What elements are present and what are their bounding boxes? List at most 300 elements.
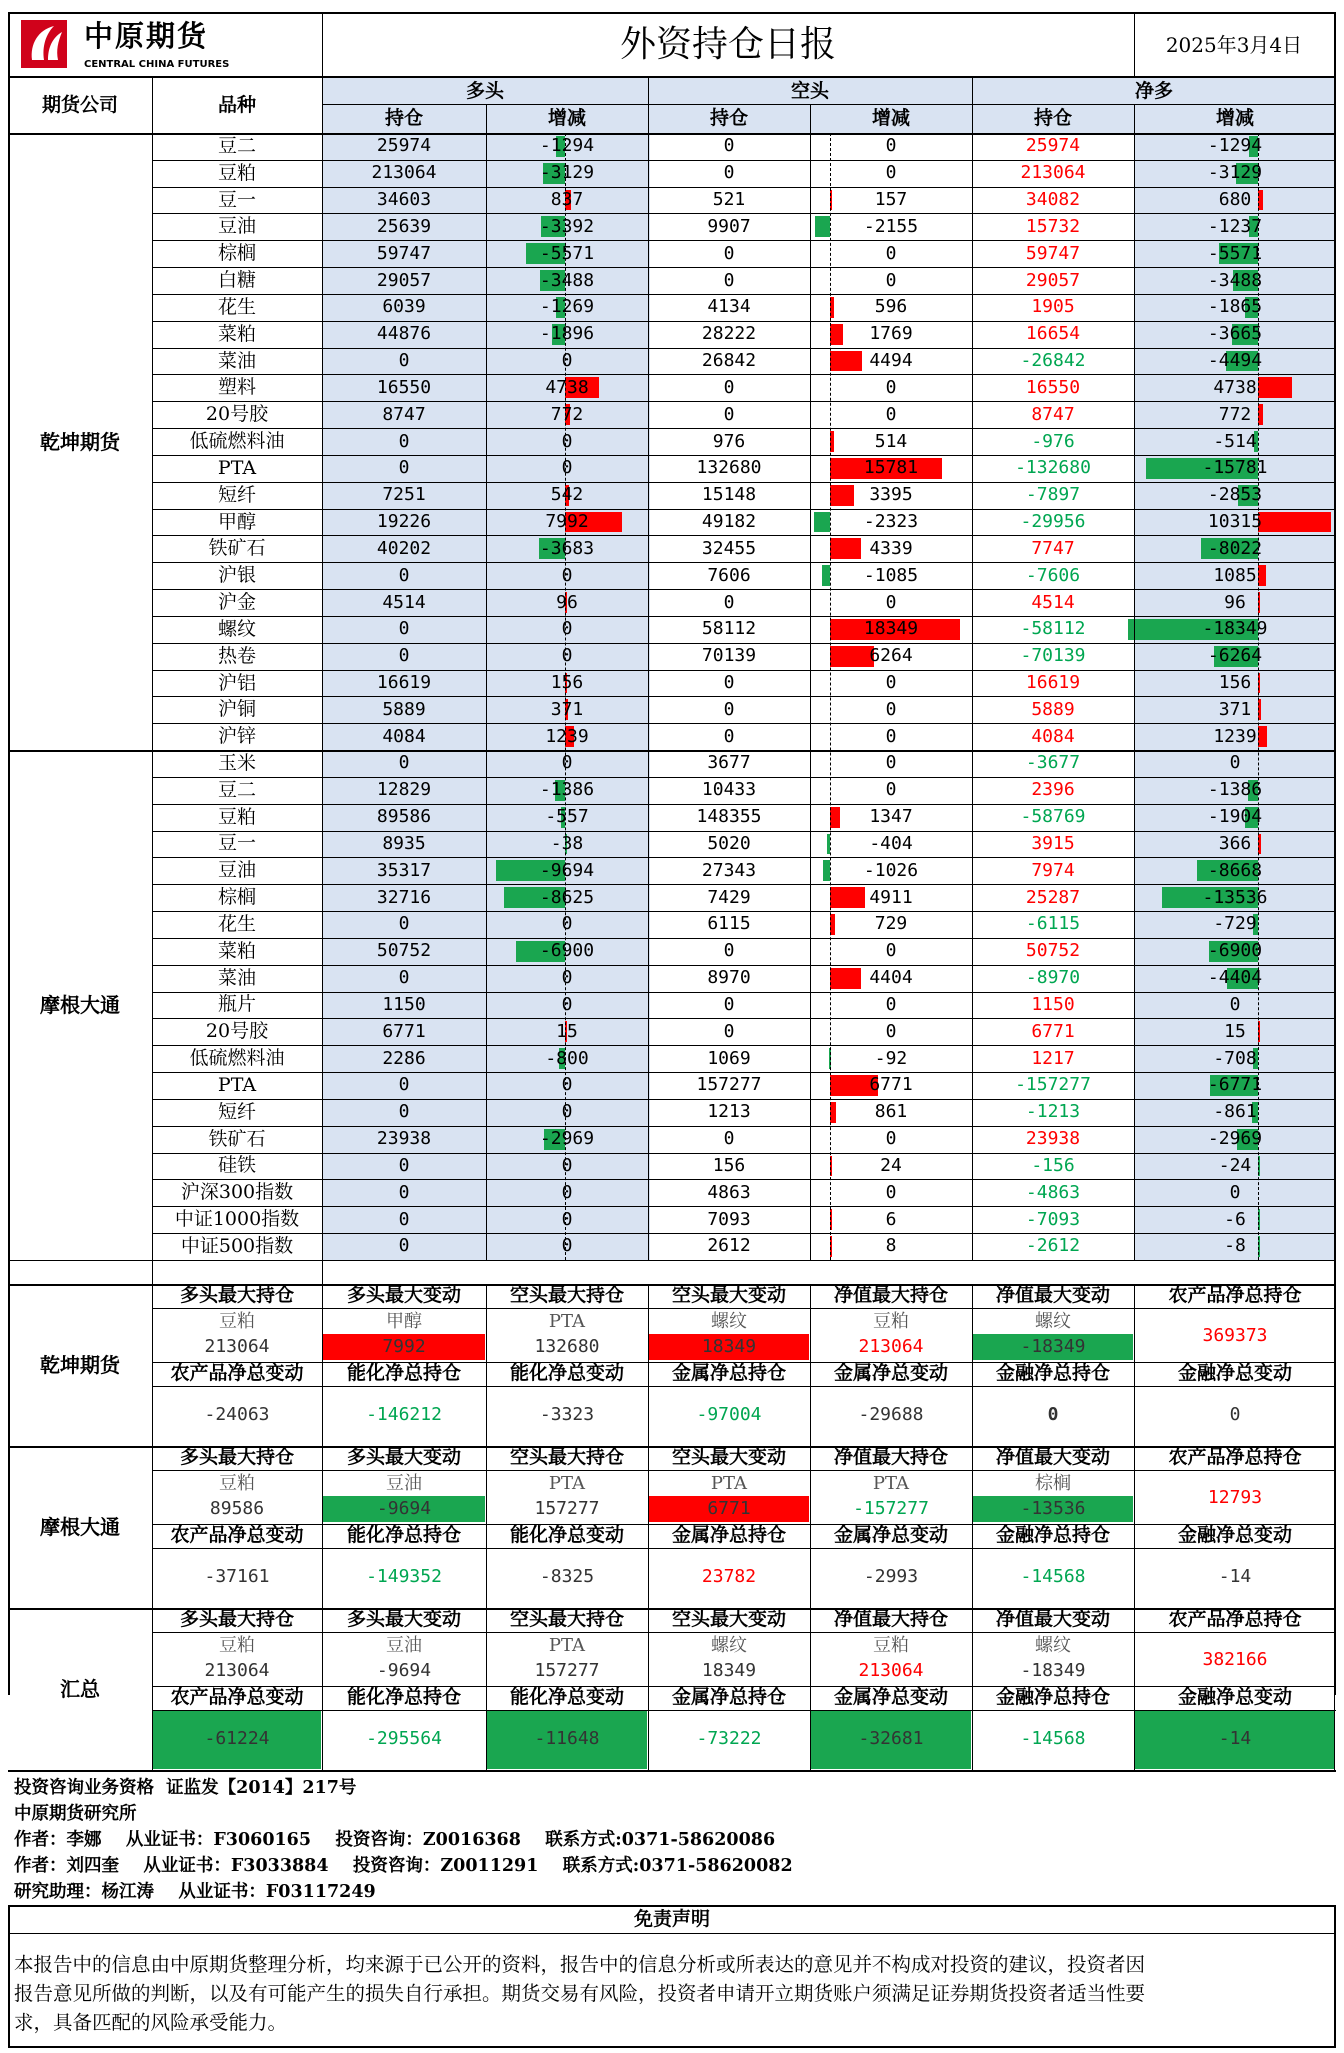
variety-name: 花生	[217, 295, 256, 318]
summary-variety: 螺纹	[711, 1634, 747, 1656]
long-change: 0	[561, 618, 573, 640]
logo-cn-text: 中原期货	[84, 18, 209, 53]
short-position: 0	[723, 725, 735, 747]
row-divider	[8, 133, 1336, 135]
long-change: 156	[550, 672, 584, 693]
long-position: 16550	[376, 376, 432, 398]
disclaimer-text	[14, 1950, 1334, 2050]
short-change: 4339	[869, 537, 913, 559]
net-change: -4404	[1207, 967, 1263, 989]
long-position: 2286	[382, 1047, 426, 1069]
net-position: -157277	[1015, 1074, 1091, 1096]
summary-value: -2993	[863, 1565, 919, 1587]
summary-label: 净值最大变动	[995, 1608, 1110, 1631]
short-position: 27343	[701, 859, 757, 881]
summary-value: -149352	[366, 1565, 442, 1587]
short-change: 4494	[869, 350, 913, 372]
short-change: -92	[874, 1047, 908, 1069]
variety-name: 短纤	[217, 483, 256, 506]
short-change: 0	[885, 269, 897, 291]
net-change: -3488	[1207, 269, 1263, 291]
summary-value: -11648	[534, 1727, 600, 1749]
net-position: -29956	[1020, 511, 1086, 533]
row-divider	[8, 1260, 1336, 1261]
short-position: 32455	[701, 537, 757, 559]
variety-name: 硅铁	[217, 1154, 256, 1177]
net-change: 10315	[1207, 511, 1263, 533]
net-position: 15732	[1025, 215, 1081, 237]
variety-name: 菜粕	[217, 322, 256, 345]
column-divider	[152, 76, 153, 1260]
summary-value: -18349	[1020, 1659, 1086, 1681]
long-change: 371	[550, 698, 584, 720]
long-position: 89586	[376, 806, 432, 828]
long-change: 0	[561, 1074, 573, 1096]
short-position: 148355	[696, 806, 762, 828]
net-position: 1217	[1031, 1047, 1075, 1069]
column-divider	[810, 1608, 811, 1770]
column-divider	[1134, 1446, 1135, 1608]
short-change: 4911	[869, 886, 913, 908]
variety-name: 沪铝	[217, 671, 256, 694]
net-change: -3129	[1207, 162, 1263, 184]
summary-variety: PTA	[548, 1472, 586, 1494]
column-divider	[972, 1446, 973, 1608]
variety-name: 豆二	[217, 778, 256, 801]
net-position: -70139	[1020, 645, 1086, 667]
net-position: 5889	[1031, 698, 1075, 720]
summary-variety: 棕榈	[1035, 1472, 1071, 1494]
bar-axis	[1258, 133, 1259, 1260]
net-position: 7974	[1031, 859, 1075, 881]
variety-name: 中证500指数	[180, 1234, 294, 1257]
summary-label: 金融净总持仓	[995, 1686, 1110, 1709]
long-position: 213064	[371, 162, 437, 184]
summary-value: 213064	[204, 1335, 270, 1357]
net-position: -3677	[1025, 752, 1081, 774]
column-divider	[322, 1260, 323, 1284]
net-position: -7093	[1025, 1208, 1081, 1230]
short-change: 0	[885, 376, 897, 398]
net-change: -8668	[1207, 859, 1263, 881]
subheader-change-1: 增减	[547, 107, 586, 129]
net-position: 4514	[1031, 591, 1075, 613]
long-change: 96	[556, 591, 578, 613]
long-position: 0	[398, 618, 410, 640]
column-header-net: 净多	[1134, 79, 1173, 102]
short-change: 0	[885, 135, 897, 157]
long-change: -5571	[539, 242, 595, 264]
short-change: 24	[880, 1154, 902, 1176]
short-position: 0	[723, 993, 735, 1015]
footer-line: 研究助理：杨江涛 从业证书：F03117249	[14, 1882, 376, 1903]
net-position: -8970	[1025, 967, 1081, 989]
net-position: -26842	[1020, 350, 1086, 372]
variety-name: 沪铜	[217, 698, 256, 721]
variety-name: 豆油	[217, 859, 256, 882]
summary-value: -8325	[539, 1565, 595, 1587]
short-change: -404	[869, 832, 913, 854]
net-change: -861	[1213, 1101, 1257, 1123]
long-position: 0	[398, 1181, 410, 1203]
summary-label: 金属净总持仓	[671, 1524, 786, 1547]
summary-value: 0	[1229, 1403, 1241, 1425]
long-position: 0	[398, 564, 410, 586]
long-position: 1150	[382, 993, 426, 1015]
summary-value: 213064	[858, 1659, 924, 1681]
net-change: -8	[1224, 1235, 1246, 1257]
summary-value: -29688	[858, 1403, 924, 1425]
variety-name: 沪锌	[217, 725, 256, 748]
summary-value: 213064	[204, 1659, 270, 1681]
summary-value: -146212	[366, 1403, 442, 1425]
column-divider	[648, 76, 649, 1260]
summary-label: 多头最大持仓	[179, 1446, 294, 1469]
variety-name: 铁矿石	[208, 537, 266, 560]
net-change: -6	[1224, 1208, 1246, 1230]
long-position: 7251	[382, 484, 426, 506]
short-position: 132680	[696, 457, 762, 479]
row-divider	[8, 76, 1336, 78]
short-change: 0	[885, 672, 897, 693]
summary-company-2: 汇总	[60, 1676, 100, 1701]
variety-name: 豆二	[217, 134, 256, 157]
long-position: 16619	[376, 672, 432, 693]
short-change: 0	[885, 993, 897, 1015]
net-position: -976	[1031, 430, 1075, 452]
net-change: -1386	[1207, 779, 1263, 801]
net-change: 4738	[1213, 376, 1257, 398]
column-divider	[322, 1608, 323, 1770]
net-position: 34082	[1025, 189, 1081, 211]
long-change: 0	[561, 967, 573, 989]
net-change: -729	[1213, 913, 1257, 935]
short-position: 976	[712, 430, 746, 452]
summary-label: 农产品净总变动	[170, 1686, 304, 1709]
variety-name: 低硫燃料油	[189, 1047, 285, 1070]
net-change: 371	[1218, 698, 1252, 720]
summary-label: 金融净总持仓	[995, 1362, 1110, 1385]
short-position: 10433	[701, 779, 757, 801]
variety-name: 棕榈	[217, 242, 256, 265]
long-position: 5889	[382, 698, 426, 720]
subheader-change-3: 增减	[871, 107, 910, 129]
summary-value: -13536	[1020, 1497, 1086, 1519]
short-position: 26842	[701, 350, 757, 372]
short-position: 157277	[696, 1074, 762, 1096]
long-position: 0	[398, 752, 410, 774]
column-divider	[1334, 1284, 1335, 1446]
summary-variety: 豆粕	[219, 1310, 255, 1332]
short-position: 28222	[701, 323, 757, 345]
column-header-short: 空头	[790, 79, 829, 102]
summary-variety: 螺纹	[1035, 1310, 1071, 1332]
variety-name: 豆粕	[217, 161, 256, 184]
net-change: 1085	[1213, 564, 1257, 586]
page-title: 外资持仓日报	[619, 24, 836, 65]
variety-name: 螺纹	[217, 617, 256, 640]
short-change: 0	[885, 698, 897, 720]
long-change: -1269	[539, 296, 595, 318]
net-change: 0	[1229, 993, 1241, 1015]
long-change: -557	[545, 806, 589, 828]
summary-label: 金融净总变动	[1177, 1362, 1292, 1385]
short-position: 9907	[707, 215, 751, 237]
summary-label: 能化净总持仓	[346, 1524, 461, 1547]
long-position: 8747	[382, 403, 426, 425]
long-change: 772	[550, 403, 584, 425]
long-change: -800	[545, 1047, 589, 1069]
summary-value: -295564	[366, 1727, 442, 1749]
summary-value: 0	[1047, 1403, 1059, 1425]
summary-variety: PTA	[548, 1634, 586, 1656]
summary-value: -9694	[376, 1659, 432, 1681]
column-divider	[810, 1446, 811, 1608]
net-position: -132680	[1015, 457, 1091, 479]
column-divider	[152, 1608, 153, 1770]
short-change: 0	[885, 1128, 897, 1150]
net-position: -58112	[1020, 618, 1086, 640]
summary-variety: 豆粕	[873, 1634, 909, 1656]
variety-name: 沪深300指数	[180, 1181, 294, 1204]
footer-line: 作者：李娜 从业证书：F3060165 投资咨询：Z0016368 联系方式:0371-58620086	[14, 1830, 776, 1851]
short-change: 0	[885, 591, 897, 613]
long-position: 0	[398, 967, 410, 989]
short-position: 1069	[707, 1047, 751, 1069]
logo-mark-icon	[20, 16, 72, 72]
long-change: 7992	[545, 511, 589, 533]
long-position: 0	[398, 350, 410, 372]
summary-label: 农产品净总持仓	[1168, 1284, 1302, 1307]
short-change: 1769	[869, 323, 913, 345]
variety-name: PTA	[217, 456, 257, 479]
net-change: 0	[1229, 752, 1241, 774]
short-position: 0	[723, 242, 735, 264]
long-change: -1294	[539, 135, 595, 157]
variety-name: 沪银	[217, 564, 256, 587]
short-position: 0	[723, 376, 735, 398]
net-position: 50752	[1025, 940, 1081, 962]
row-divider	[152, 1632, 1336, 1633]
net-position: 4084	[1031, 725, 1075, 747]
variety-name: 低硫燃料油	[189, 430, 285, 453]
net-change: -3665	[1207, 323, 1263, 345]
variety-name: 豆一	[217, 188, 256, 211]
short-change: 157	[874, 189, 908, 211]
column-divider	[152, 1446, 153, 1608]
net-change: -514	[1213, 430, 1257, 452]
net-position: 3915	[1031, 832, 1075, 854]
short-change: 514	[874, 430, 908, 452]
net-position: -6115	[1025, 913, 1081, 935]
summary-value: -61224	[204, 1727, 270, 1749]
summary-label: 空头最大持仓	[509, 1608, 624, 1631]
short-change: 0	[885, 1020, 897, 1042]
net-change: -2969	[1207, 1128, 1263, 1150]
short-position: 156	[712, 1154, 746, 1176]
variety-name: 20号胶	[205, 403, 269, 426]
column-divider	[8, 12, 10, 1260]
short-change: 0	[885, 162, 897, 184]
short-change: -1026	[863, 859, 919, 881]
short-change: 861	[874, 1101, 908, 1123]
net-change: 156	[1218, 672, 1252, 693]
summary-value: -3323	[539, 1403, 595, 1425]
short-position: 1213	[707, 1101, 751, 1123]
long-change: -1896	[539, 323, 595, 345]
summary-label: 金属净总变动	[833, 1524, 948, 1547]
short-change: 15781	[863, 457, 919, 479]
short-change: 0	[885, 403, 897, 425]
net-change: -15781	[1202, 457, 1268, 479]
summary-value: -14568	[1020, 1727, 1086, 1749]
footer-line: 作者：刘四奎 从业证书：F3033884 投资咨询：Z0011291 联系方式:0371-58620082	[14, 1856, 793, 1877]
column-divider	[648, 1608, 649, 1770]
net-change: 15	[1224, 1020, 1246, 1042]
variety-name: 菜油	[217, 349, 256, 372]
summary-value: 132680	[534, 1335, 600, 1357]
variety-name: 甲醇	[217, 510, 256, 533]
row-divider	[322, 104, 1336, 105]
net-change: -13536	[1202, 886, 1268, 908]
summary-value: 369373	[1202, 1324, 1268, 1346]
summary-label: 金属净总变动	[833, 1686, 948, 1709]
long-position: 0	[398, 430, 410, 452]
net-change: 0	[1229, 1181, 1241, 1203]
net-position: 16654	[1025, 323, 1081, 345]
short-position: 7429	[707, 886, 751, 908]
short-change: 3395	[869, 484, 913, 506]
summary-value: 18349	[701, 1335, 757, 1357]
net-position: 213064	[1020, 162, 1086, 184]
row-divider	[152, 1548, 1336, 1549]
short-change: 6264	[869, 645, 913, 667]
long-change: 0	[561, 457, 573, 479]
summary-value: 23782	[701, 1565, 757, 1587]
column-divider	[1134, 12, 1135, 76]
net-change: -18349	[1202, 618, 1268, 640]
summary-label: 农产品净总持仓	[1168, 1608, 1302, 1631]
net-change: -6264	[1207, 645, 1263, 667]
long-position: 32716	[376, 886, 432, 908]
variety-name: 铁矿石	[208, 1127, 266, 1150]
long-position: 4514	[382, 591, 426, 613]
net-position: 25287	[1025, 886, 1081, 908]
net-position: -7606	[1025, 564, 1081, 586]
summary-label: 能化净总变动	[509, 1524, 624, 1547]
row-divider	[8, 750, 1336, 752]
summary-variety: 豆油	[386, 1472, 422, 1494]
footer-line: 中原期货研究所	[14, 1804, 137, 1825]
net-change: 366	[1218, 832, 1252, 854]
net-position: -1213	[1025, 1101, 1081, 1123]
long-change: 542	[550, 484, 584, 506]
summary-label: 空头最大变动	[671, 1284, 786, 1307]
disclaimer-line-1: 本报告中的信息由中原期货整理分析，均来源于已公开的资料，报告中的信息分析或所表达的意见并不构成对投资的建议，投资者因	[14, 1953, 1146, 1976]
row-divider	[8, 1933, 1336, 1934]
short-change: 18349	[863, 618, 919, 640]
summary-value: 7992	[382, 1335, 426, 1357]
variety-name: 塑料	[217, 376, 256, 399]
short-position: 15148	[701, 484, 757, 506]
summary-label: 金融净总变动	[1177, 1686, 1292, 1709]
short-position: 0	[723, 672, 735, 693]
column-divider	[322, 12, 323, 1260]
summary-label: 金属净总变动	[833, 1362, 948, 1385]
summary-value: 12793	[1207, 1486, 1263, 1508]
company-name-qiankun: 乾坤期货	[40, 429, 120, 454]
long-position: 0	[398, 1154, 410, 1176]
net-position: -7897	[1025, 484, 1081, 506]
net-change: -5571	[1207, 242, 1263, 264]
net-change: -2853	[1207, 484, 1263, 506]
summary-label: 空头最大变动	[671, 1446, 786, 1469]
summary-value: -157277	[853, 1497, 929, 1519]
short-change: -2155	[863, 215, 919, 237]
long-change: 0	[561, 430, 573, 452]
summary-label: 净值最大持仓	[833, 1446, 948, 1469]
net-change: -708	[1213, 1047, 1257, 1069]
short-change: 0	[885, 1181, 897, 1203]
variety-name: 菜粕	[217, 939, 256, 962]
short-position: 0	[723, 135, 735, 157]
long-position: 0	[398, 1101, 410, 1123]
short-change: 6771	[869, 1074, 913, 1096]
variety-name: 菜油	[217, 966, 256, 989]
net-position: 1150	[1031, 993, 1075, 1015]
variety-name: 豆粕	[217, 805, 256, 828]
row-divider	[8, 1770, 1336, 1772]
long-change: -3392	[539, 215, 595, 237]
long-position: 0	[398, 913, 410, 935]
long-change: 0	[561, 1154, 573, 1176]
column-divider	[1334, 1608, 1335, 1770]
column-divider	[810, 1284, 811, 1446]
disclaimer-title: 免责声明	[633, 1907, 710, 1930]
summary-label: 能化净总持仓	[346, 1362, 461, 1385]
column-divider	[972, 76, 973, 1260]
long-change: -38	[550, 832, 584, 854]
subheader-position-2: 持仓	[709, 107, 748, 129]
long-position: 44876	[376, 323, 432, 345]
net-position: 8747	[1031, 403, 1075, 425]
short-change: -1085	[863, 564, 919, 586]
short-position: 5020	[707, 832, 751, 854]
net-position: -156	[1031, 1154, 1075, 1176]
summary-label: 净值最大持仓	[833, 1284, 948, 1307]
net-position: 16619	[1025, 672, 1081, 693]
column-divider	[648, 1446, 649, 1608]
logo-en-text: CENTRAL CHINA FUTURES	[84, 59, 230, 70]
variety-name: 棕榈	[217, 886, 256, 909]
summary-company-0: 乾坤期货	[40, 1352, 120, 1377]
summary-variety: PTA	[872, 1472, 910, 1494]
short-change: 0	[885, 242, 897, 264]
short-change: 8	[885, 1235, 897, 1257]
summary-value: -97004	[696, 1403, 762, 1425]
short-change: 4404	[869, 967, 913, 989]
summary-value: 382166	[1202, 1648, 1268, 1670]
summary-label: 多头最大持仓	[179, 1284, 294, 1307]
variety-name: 热卷	[217, 644, 256, 667]
net-position: 59747	[1025, 242, 1081, 264]
long-position: 40202	[376, 537, 432, 559]
net-position: -2612	[1025, 1235, 1081, 1257]
long-position: 19226	[376, 511, 432, 533]
summary-variety: PTA	[710, 1472, 748, 1494]
variety-name: 玉米	[217, 751, 256, 774]
net-position: -4863	[1025, 1181, 1081, 1203]
